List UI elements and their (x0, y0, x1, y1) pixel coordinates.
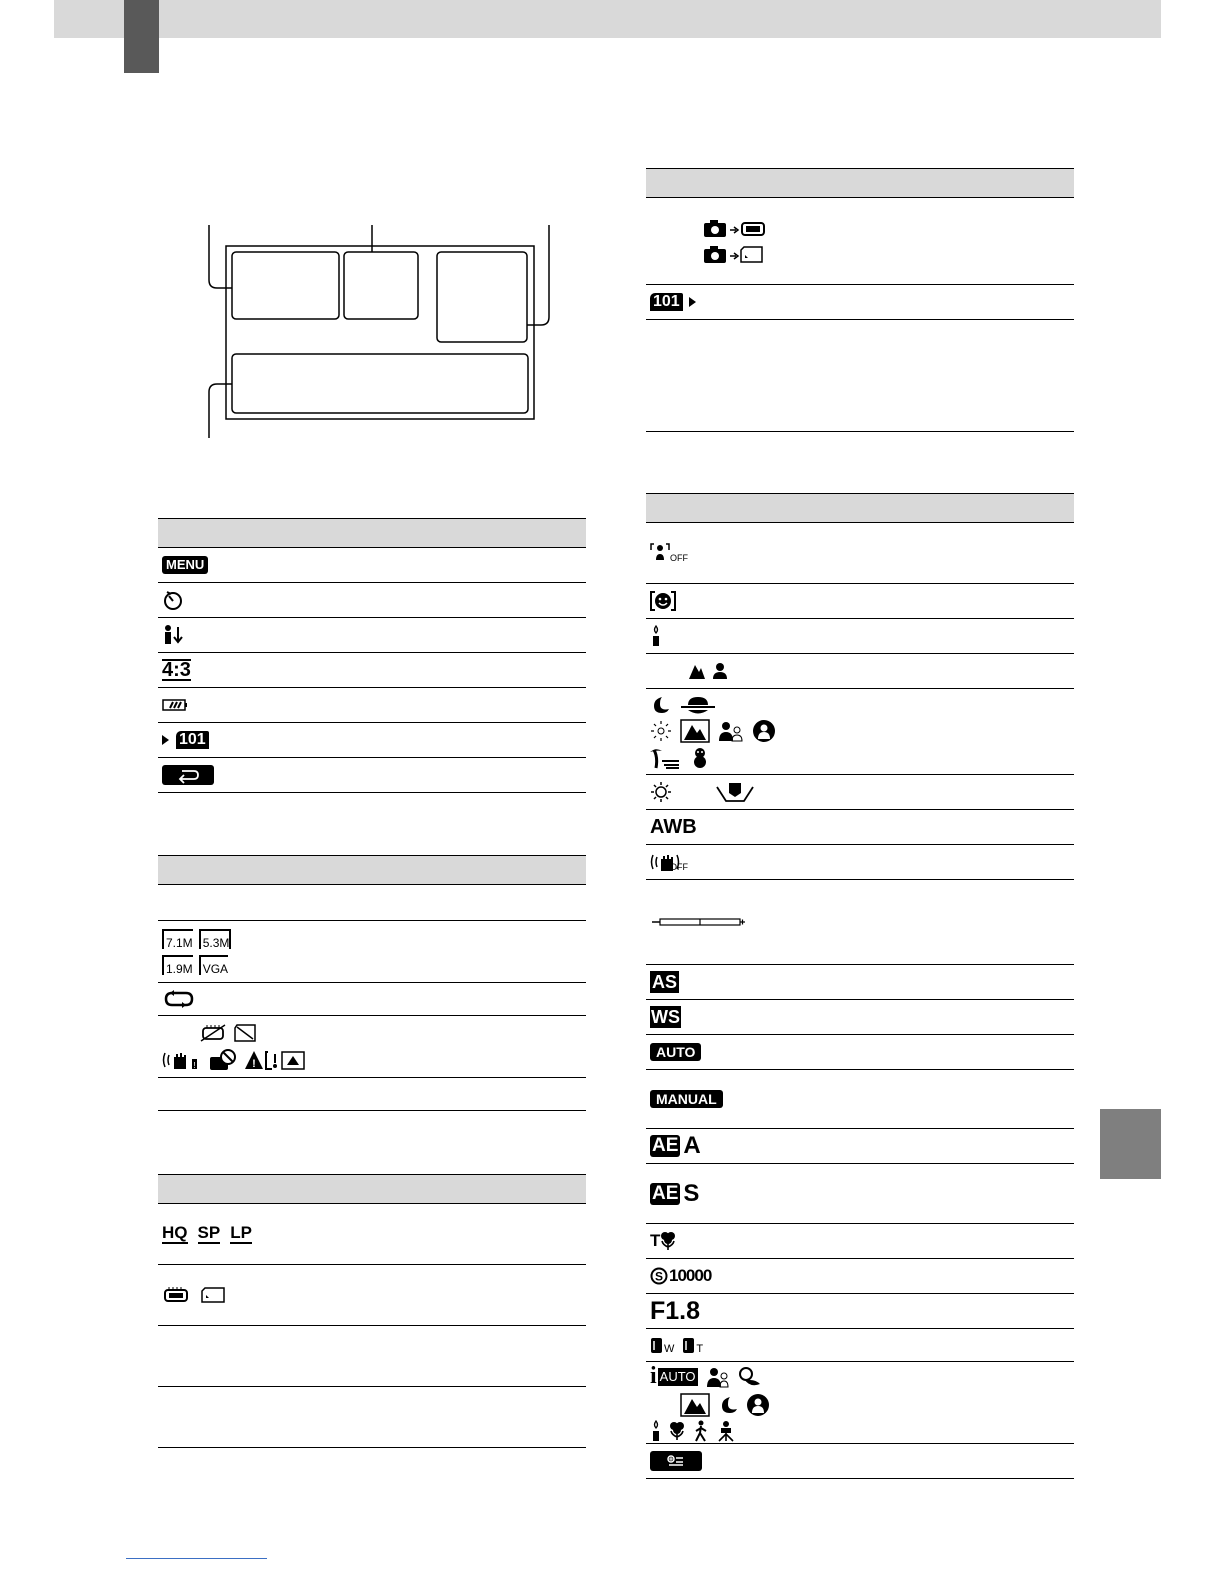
table-row (646, 1129, 1074, 1164)
face-bracket-icon (650, 542, 670, 564)
night-icon (718, 1395, 738, 1415)
image-size-5m-icon: 5.3M (199, 929, 232, 949)
menu-button-icon: MENU (162, 556, 208, 574)
sunrise-icon (680, 695, 716, 715)
svg-text:!: ! (252, 1057, 256, 1070)
table-row (158, 1387, 586, 1448)
footer-link-rule (126, 1558, 267, 1559)
table-row (158, 1326, 586, 1387)
image-size-vga-icon: VGA (199, 955, 228, 975)
sun-icon (650, 781, 672, 803)
shake-warning-icon (162, 1049, 202, 1071)
table-row (158, 758, 586, 793)
table-header (646, 168, 1074, 198)
wide-select-icon: WS (651, 1007, 680, 1027)
left-table-2 (158, 855, 586, 1111)
left-table-3 (158, 1174, 586, 1448)
battery-icon (162, 698, 188, 712)
table-row (646, 1070, 1074, 1129)
tele-conversion-icon: T (682, 1335, 703, 1355)
table-header (646, 493, 1074, 523)
table-row (646, 1164, 1074, 1224)
play-triangle-icon (689, 297, 697, 307)
landscape-box-icon (680, 1393, 710, 1417)
table-row (646, 810, 1074, 845)
table-row (646, 1000, 1074, 1035)
candle-icon (650, 625, 662, 647)
twilight-portrait-icon (718, 720, 744, 742)
table-row (646, 654, 1074, 689)
screen-layout-diagram (200, 220, 570, 445)
table-row (646, 285, 1074, 320)
manual-mode-icon: MANUAL (650, 1090, 723, 1108)
s-circle-icon (650, 1267, 668, 1285)
table-row (646, 523, 1074, 584)
table-row (646, 880, 1074, 965)
baby-icon (738, 1366, 762, 1388)
table-row (646, 1294, 1074, 1329)
ae-shutter-icon: AE S (652, 1179, 700, 1207)
self-timer-icon (162, 589, 184, 611)
table-row (646, 689, 1074, 775)
table-row (646, 1329, 1074, 1362)
options-button-icon (650, 1451, 702, 1471)
tele-macro-icon: T (650, 1231, 676, 1251)
table-row (646, 1259, 1074, 1294)
table-row (646, 619, 1074, 654)
walking-icon (692, 1420, 710, 1442)
table-row (646, 320, 1074, 432)
svg-text:!: ! (193, 1060, 196, 1070)
table-row (158, 583, 586, 618)
aspect-ratio-icon: 4:3 (162, 659, 191, 681)
return-button-icon (162, 765, 214, 785)
play-triangle-icon (162, 735, 170, 745)
table-header (158, 1174, 586, 1204)
card-warning-icon (232, 1023, 258, 1043)
aperture-value: F1.8 (650, 1296, 701, 1325)
table-row (646, 1224, 1074, 1259)
portrait-circle-icon (746, 1393, 770, 1417)
table-row (158, 921, 586, 983)
flower-icon (660, 1231, 676, 1251)
table-row (646, 775, 1074, 810)
tungsten-icon (716, 781, 754, 803)
wide-conversion-icon: W (650, 1335, 674, 1355)
tele-macro-icon (162, 624, 184, 646)
exposure-bar-icon (650, 916, 746, 928)
photo-to-card-icon (704, 244, 768, 264)
smile-shutter-icon (650, 590, 676, 612)
table-row (158, 1204, 586, 1265)
steadyshot-off-icon: OFF (650, 851, 688, 873)
warning-icon (244, 1049, 308, 1071)
table-row (646, 1035, 1074, 1070)
internal-memory-icon (162, 1286, 190, 1304)
table-row (158, 983, 586, 1016)
folder-playback (162, 731, 209, 749)
memory-warning-icon (200, 1023, 226, 1043)
landscape-box-icon (680, 719, 710, 743)
portrait-icon (712, 662, 728, 680)
svg-text:S: S (654, 1269, 664, 1284)
table-row (646, 198, 1074, 285)
table-row (158, 688, 586, 723)
memory-card-icon (200, 1286, 226, 1304)
quality-hq-icon: HQ (162, 1223, 188, 1242)
table-row (646, 965, 1074, 1000)
intelligent-auto-icon: i AUTO (650, 1363, 696, 1389)
table-row (158, 723, 586, 758)
lens-icon (650, 1335, 664, 1355)
table-header (158, 855, 586, 885)
image-size-7m-icon: 7.1M (162, 929, 193, 949)
left-table-1 (158, 518, 586, 793)
lens-icon (682, 1335, 696, 1355)
table-row (646, 1362, 1074, 1444)
auto-mode-icon: AUTO (650, 1043, 701, 1061)
ae-aperture-icon: AE A (652, 1132, 701, 1159)
tripod-icon (716, 1420, 736, 1442)
landscape-icon (688, 662, 706, 680)
top-header-band (54, 0, 1161, 38)
table-row (158, 1016, 586, 1078)
no-flash-icon (208, 1049, 238, 1071)
macro-icon (668, 1421, 686, 1441)
table-row (158, 885, 586, 921)
shutter-speed-icon: S 10000 (650, 1266, 711, 1286)
night-icon (650, 695, 670, 715)
table-row (158, 653, 586, 688)
table-row (158, 1078, 586, 1111)
table-row (646, 845, 1074, 880)
quality-lp-icon: LP (230, 1223, 252, 1242)
image-size-2m-icon: 1.9M (162, 955, 193, 975)
right-table-2 (646, 493, 1074, 1479)
top-chapter-tab (124, 0, 159, 73)
table-row (158, 618, 586, 653)
photo-to-memory-icon (704, 218, 768, 238)
beach-icon (650, 747, 680, 769)
table-row (158, 548, 586, 583)
candle-icon (650, 1420, 662, 1442)
side-index-tab (1100, 1109, 1161, 1179)
table-header (158, 518, 586, 548)
snow-icon (690, 747, 710, 769)
portrait-pair-icon (706, 1366, 730, 1388)
table-row (158, 1265, 586, 1326)
quality-sp-icon: SP (197, 1223, 221, 1242)
face-detection-off-icon: OFF (650, 542, 688, 564)
folder-icon: 101 (650, 293, 683, 311)
awb-icon: AWB (650, 815, 697, 838)
right-table-1 (646, 168, 1074, 432)
portrait-circle-icon (752, 719, 776, 743)
folder-playback-icon: 101 (176, 731, 209, 749)
auto-slow-shutter-icon: AS (652, 972, 678, 992)
table-row (646, 1444, 1074, 1479)
fireworks-icon (650, 720, 672, 742)
table-row (646, 584, 1074, 619)
repeat-icon (162, 989, 194, 1009)
